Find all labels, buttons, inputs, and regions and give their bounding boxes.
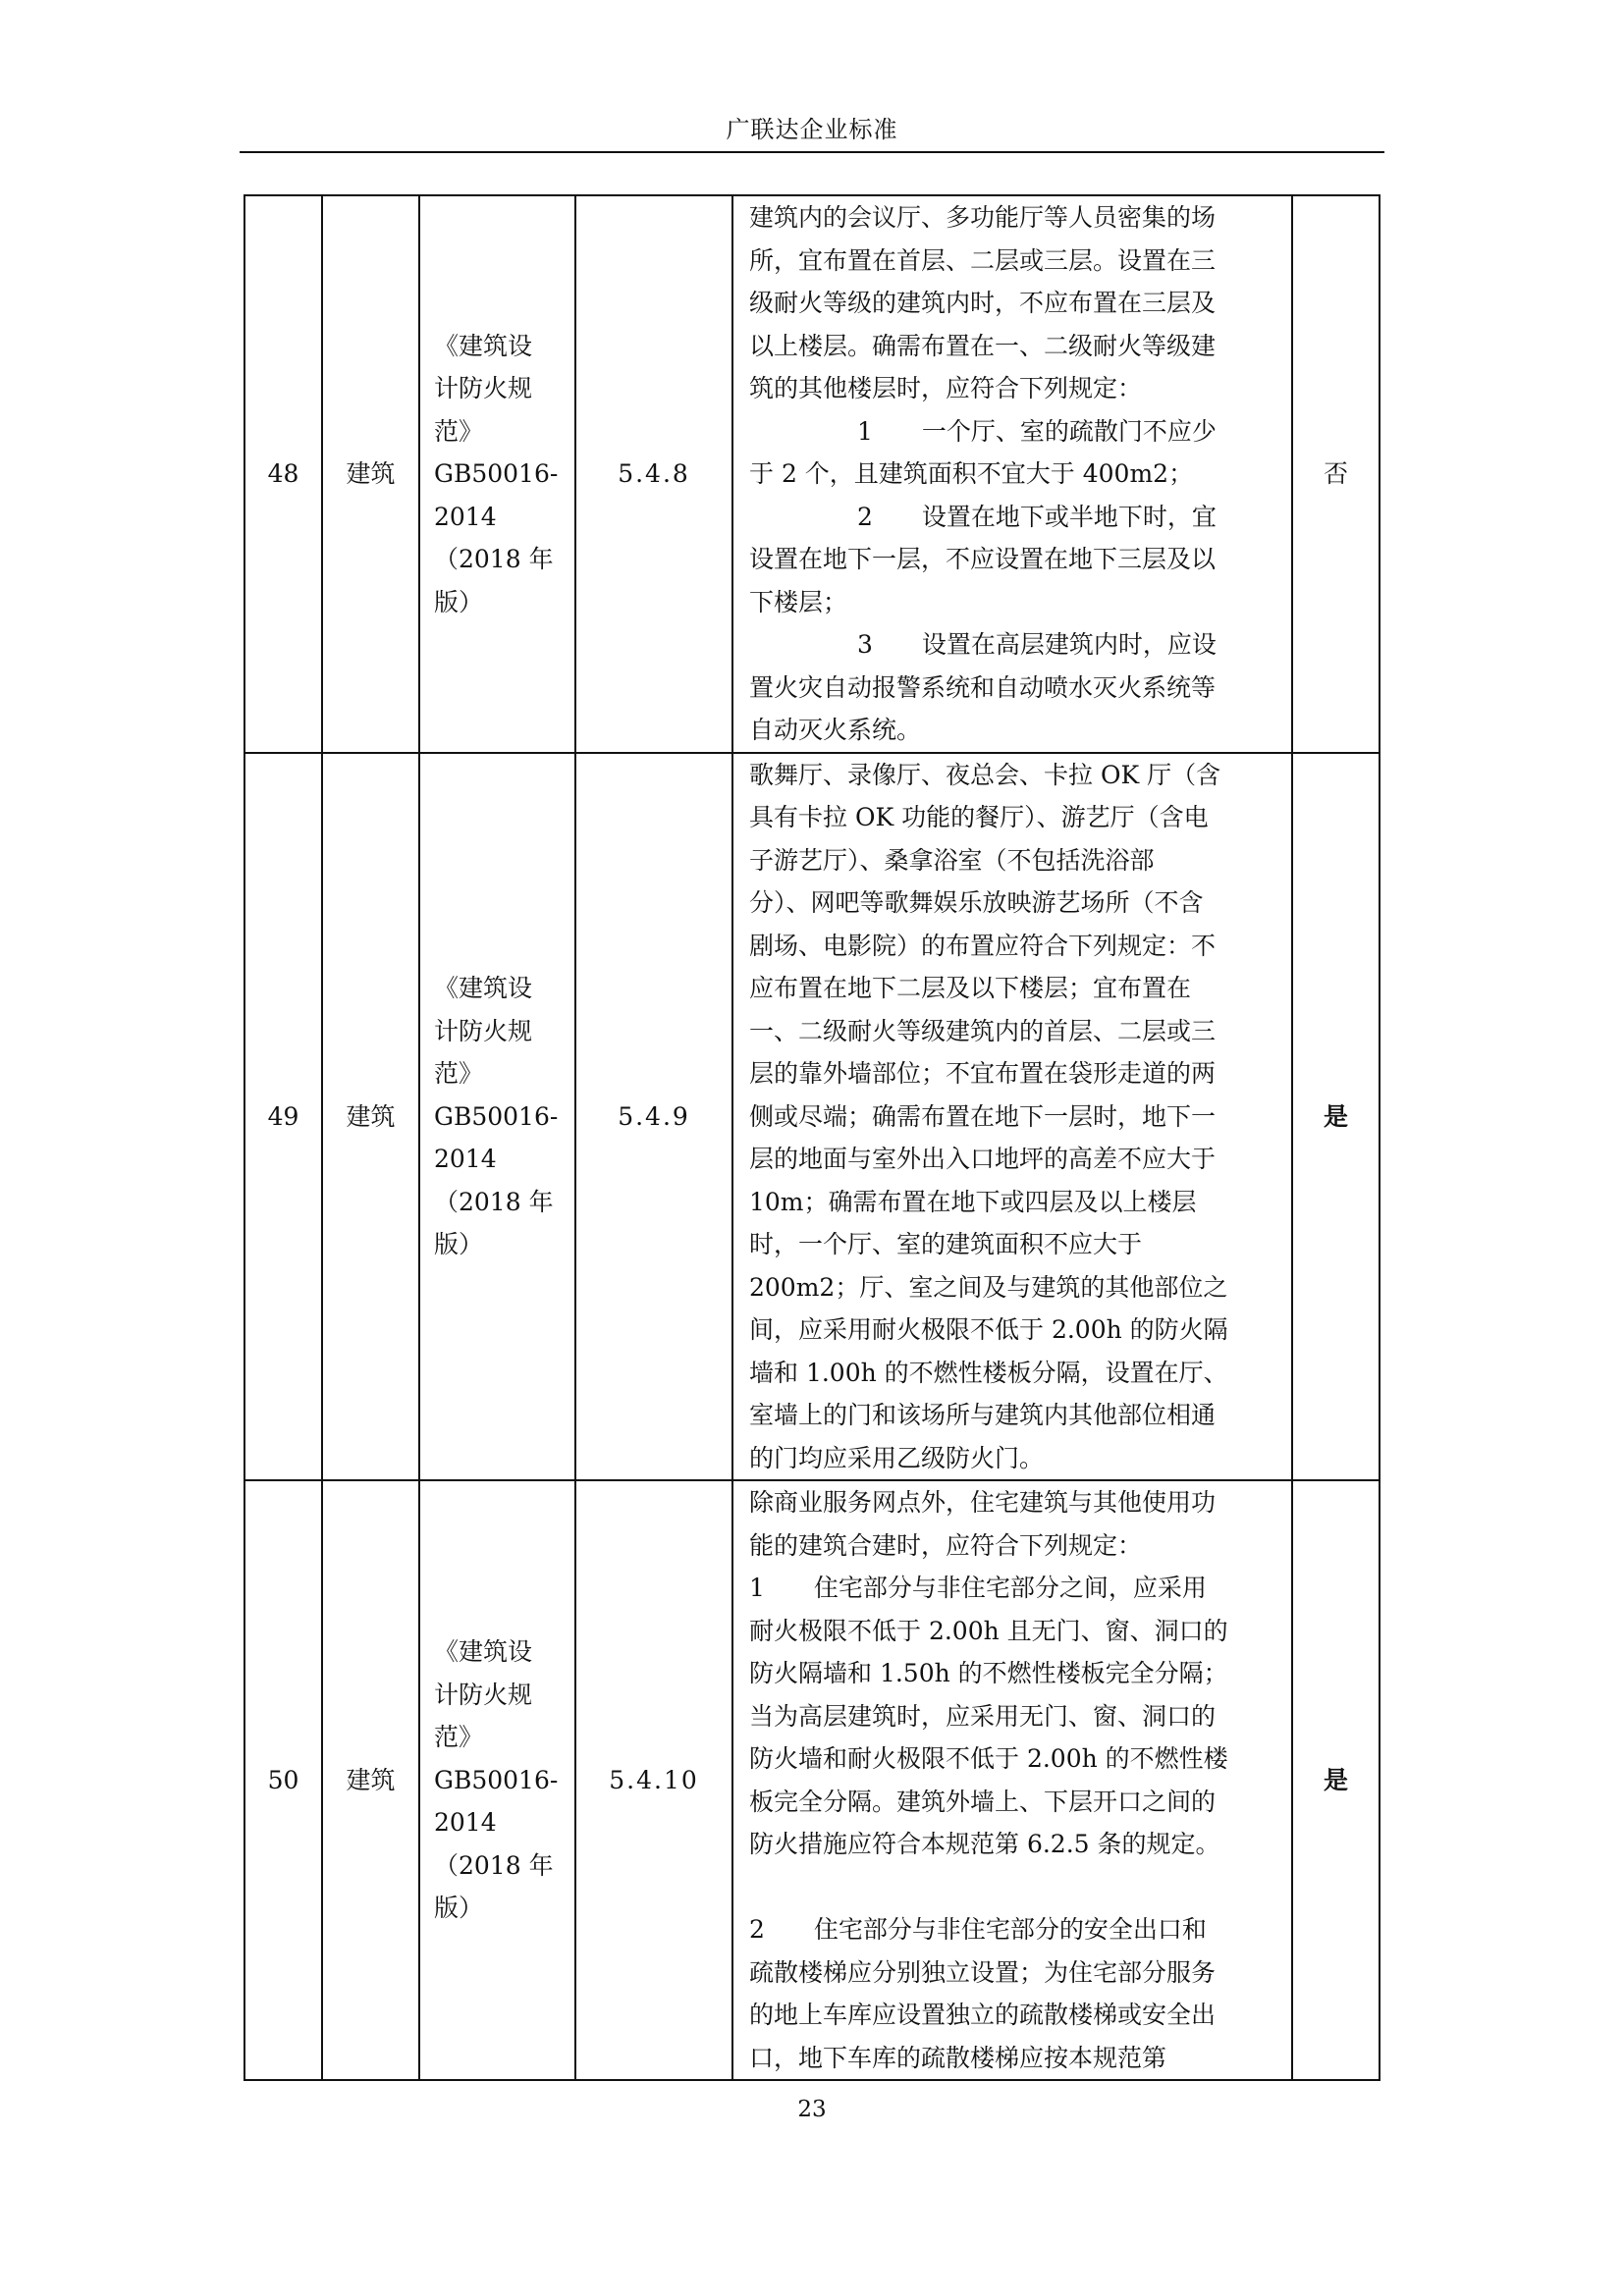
table-row bbox=[244, 753, 1380, 1481]
standard-cell bbox=[419, 1480, 575, 2080]
content-line: 子游艺厅）、桑拿浴室（不包括洗浴部 bbox=[749, 845, 1155, 875]
standards-table bbox=[244, 194, 1380, 2081]
content-line: 能的建筑合建时，应符合下列规定： bbox=[749, 1530, 1143, 1560]
standard-cell bbox=[419, 753, 575, 1481]
content-line: 以上楼层。确需布置在一、二级耐火等级建 bbox=[749, 331, 1217, 360]
content-line: 级耐火等级的建筑内时，不应布置在三层及 bbox=[749, 289, 1217, 317]
compliance-result-cell: 否 bbox=[1292, 195, 1380, 753]
content-line bbox=[749, 1866, 1277, 1909]
category-cell: 建筑 bbox=[322, 195, 419, 753]
content-line: 口，地下车库的疏散楼梯应按本规范第 bbox=[749, 2043, 1167, 2072]
content-line: 10m；确需布置在地下或四层及以上楼层 bbox=[749, 1187, 1197, 1216]
standard-line: 《建筑设 bbox=[434, 974, 533, 1002]
standard-line: 范》 bbox=[434, 416, 484, 446]
content-line: 200m2；厅、室之间及与建筑的其他部位之 bbox=[749, 1272, 1228, 1302]
standard-line: 2014 bbox=[434, 502, 497, 531]
standard-line: （2018 年 bbox=[434, 1850, 554, 1880]
content-line: 1 住宅部分与非住宅部分之间，应采用 bbox=[749, 1574, 1207, 1602]
standard-line: 范》 bbox=[434, 1723, 484, 1752]
standard-line: 版） bbox=[434, 1894, 484, 1923]
standard-line: 2014 bbox=[434, 1145, 497, 1173]
requirement-content-cell bbox=[732, 753, 1292, 1481]
content-line: 墙和 1.00h 的不燃性楼板分隔，设置在厅、 bbox=[749, 1358, 1228, 1387]
row-number-cell: 48 bbox=[244, 195, 322, 753]
content-line: 建筑内的会议厅、多功能厅等人员密集的场 bbox=[749, 203, 1217, 232]
content-line: 的门均应采用乙级防火门。 bbox=[749, 1443, 1045, 1472]
standard-line: 计防火规 bbox=[434, 374, 533, 402]
requirement-content-cell bbox=[732, 195, 1292, 753]
content-line: 耐火极限不低于 2.00h 且无门、窗、洞口的 bbox=[749, 1616, 1228, 1645]
clause-number-cell: 5.4.9 bbox=[575, 753, 732, 1481]
content-line: 侧或尽端；确需布置在地下一层时，地下一 bbox=[749, 1101, 1217, 1131]
page-number: 23 bbox=[797, 2097, 827, 2122]
row-number-cell: 49 bbox=[244, 753, 322, 1481]
table-row bbox=[244, 195, 1380, 753]
content-line: 板完全分隔。建筑外墙上、下层开口之间的 bbox=[749, 1787, 1217, 1816]
requirement-content-cell bbox=[732, 1480, 1292, 2080]
content-line: 防火隔墙和 1.50h 的不燃性楼板完全分隔； bbox=[749, 1659, 1228, 1687]
standard-line: 版） bbox=[434, 587, 484, 616]
content-line: 置火灾自动报警系统和自动喷水灭火系统等 bbox=[749, 672, 1217, 702]
content-line: 分）、网吧等歌舞娱乐放映游艺场所（不含 bbox=[749, 888, 1204, 917]
table-row bbox=[244, 1480, 1380, 2080]
standard-line: 《建筑设 bbox=[434, 1637, 533, 1667]
content-line: 除商业服务网点外，住宅建筑与其他使用功 bbox=[749, 1488, 1217, 1517]
standard-line: 2014 bbox=[434, 1808, 497, 1838]
content-line: 疏散楼梯应分别独立设置；为住宅部分服务 bbox=[749, 1957, 1217, 1987]
row-number-cell: 50 bbox=[244, 1480, 322, 2080]
standard-line: （2018 年 bbox=[434, 1187, 554, 1216]
content-line: 设置在地下一层，不应设置在地下三层及以 bbox=[749, 545, 1217, 573]
clause-number-cell: 5.4.8 bbox=[575, 195, 732, 753]
content-line: 防火墙和耐火极限不低于 2.00h 的不燃性楼 bbox=[749, 1744, 1228, 1773]
content-line: 于 2 个，且建筑面积不宜大于 400m2； bbox=[749, 459, 1194, 488]
category-cell: 建筑 bbox=[322, 753, 419, 1481]
standard-line: （2018 年 bbox=[434, 545, 554, 573]
content-line: 当为高层建筑时，应采用无门、窗、洞口的 bbox=[749, 1701, 1217, 1731]
table-body bbox=[244, 195, 1380, 2080]
compliance-result-cell: 是 bbox=[1292, 753, 1380, 1481]
content-line: 3 设置在高层建筑内时，应设 bbox=[857, 630, 1217, 659]
standard-line: 计防火规 bbox=[434, 1680, 533, 1709]
content-line: 歌舞厅、录像厅、夜总会、卡拉 OK 厅（含 bbox=[749, 760, 1221, 789]
content-line: 层的靠外墙部位；不宜布置在袋形走道的两 bbox=[749, 1059, 1217, 1088]
standard-line: 版） bbox=[434, 1230, 484, 1258]
standard-line: GB50016- bbox=[434, 1101, 559, 1131]
content-line: 应布置在地下二层及以下楼层；宜布置在 bbox=[749, 974, 1192, 1002]
content-line: 的地上车库应设置独立的疏散楼梯或安全出 bbox=[749, 2001, 1217, 2029]
header-divider bbox=[240, 151, 1384, 153]
content-line: 时，一个厅、室的建筑面积不应大于 bbox=[749, 1230, 1143, 1258]
content-line: 2 设置在地下或半地下时，宜 bbox=[857, 502, 1217, 531]
content-line: 1 一个厅、室的疏散门不应少 bbox=[857, 416, 1217, 446]
content-line: 一、二级耐火等级建筑内的首层、二层或三 bbox=[749, 1016, 1217, 1045]
standard-line: 计防火规 bbox=[434, 1016, 533, 1045]
standard-cell bbox=[419, 195, 575, 753]
clause-number-cell: 5.4.10 bbox=[575, 1480, 732, 2080]
content-line: 室墙上的门和该场所与建筑内其他部位相通 bbox=[749, 1401, 1217, 1429]
content-line: 间，应采用耐火极限不低于 2.00h 的防火隔 bbox=[749, 1315, 1228, 1344]
content-line: 防火措施应符合本规范第 6.2.5 条的规定。 bbox=[749, 1830, 1220, 1858]
content-line: 筑的其他楼层时，应符合下列规定： bbox=[749, 374, 1143, 402]
content-line: 所，宜布置在首层、二层或三层。设置在三 bbox=[749, 245, 1217, 275]
category-cell: 建筑 bbox=[322, 1480, 419, 2080]
standard-line: GB50016- bbox=[434, 1765, 559, 1794]
content-line: 2 住宅部分与非住宅部分的安全出口和 bbox=[749, 1915, 1207, 1944]
content-line: 层的地面与室外出入口地坪的高差不应大于 bbox=[749, 1145, 1217, 1173]
compliance-result-cell: 是 bbox=[1292, 1480, 1380, 2080]
standard-line: 《建筑设 bbox=[434, 331, 533, 360]
document-header-title: 广联达企业标准 bbox=[726, 116, 898, 143]
standard-line: GB50016- bbox=[434, 459, 559, 488]
content-line: 下楼层； bbox=[749, 587, 848, 616]
standard-line: 范》 bbox=[434, 1059, 484, 1088]
content-line: 具有卡拉 OK 功能的餐厅）、游艺厅（含电 bbox=[749, 803, 1209, 831]
content-line: 自动灭火系统。 bbox=[749, 716, 922, 744]
content-line: 剧场、电影院）的布置应符合下列规定：不 bbox=[749, 931, 1217, 960]
